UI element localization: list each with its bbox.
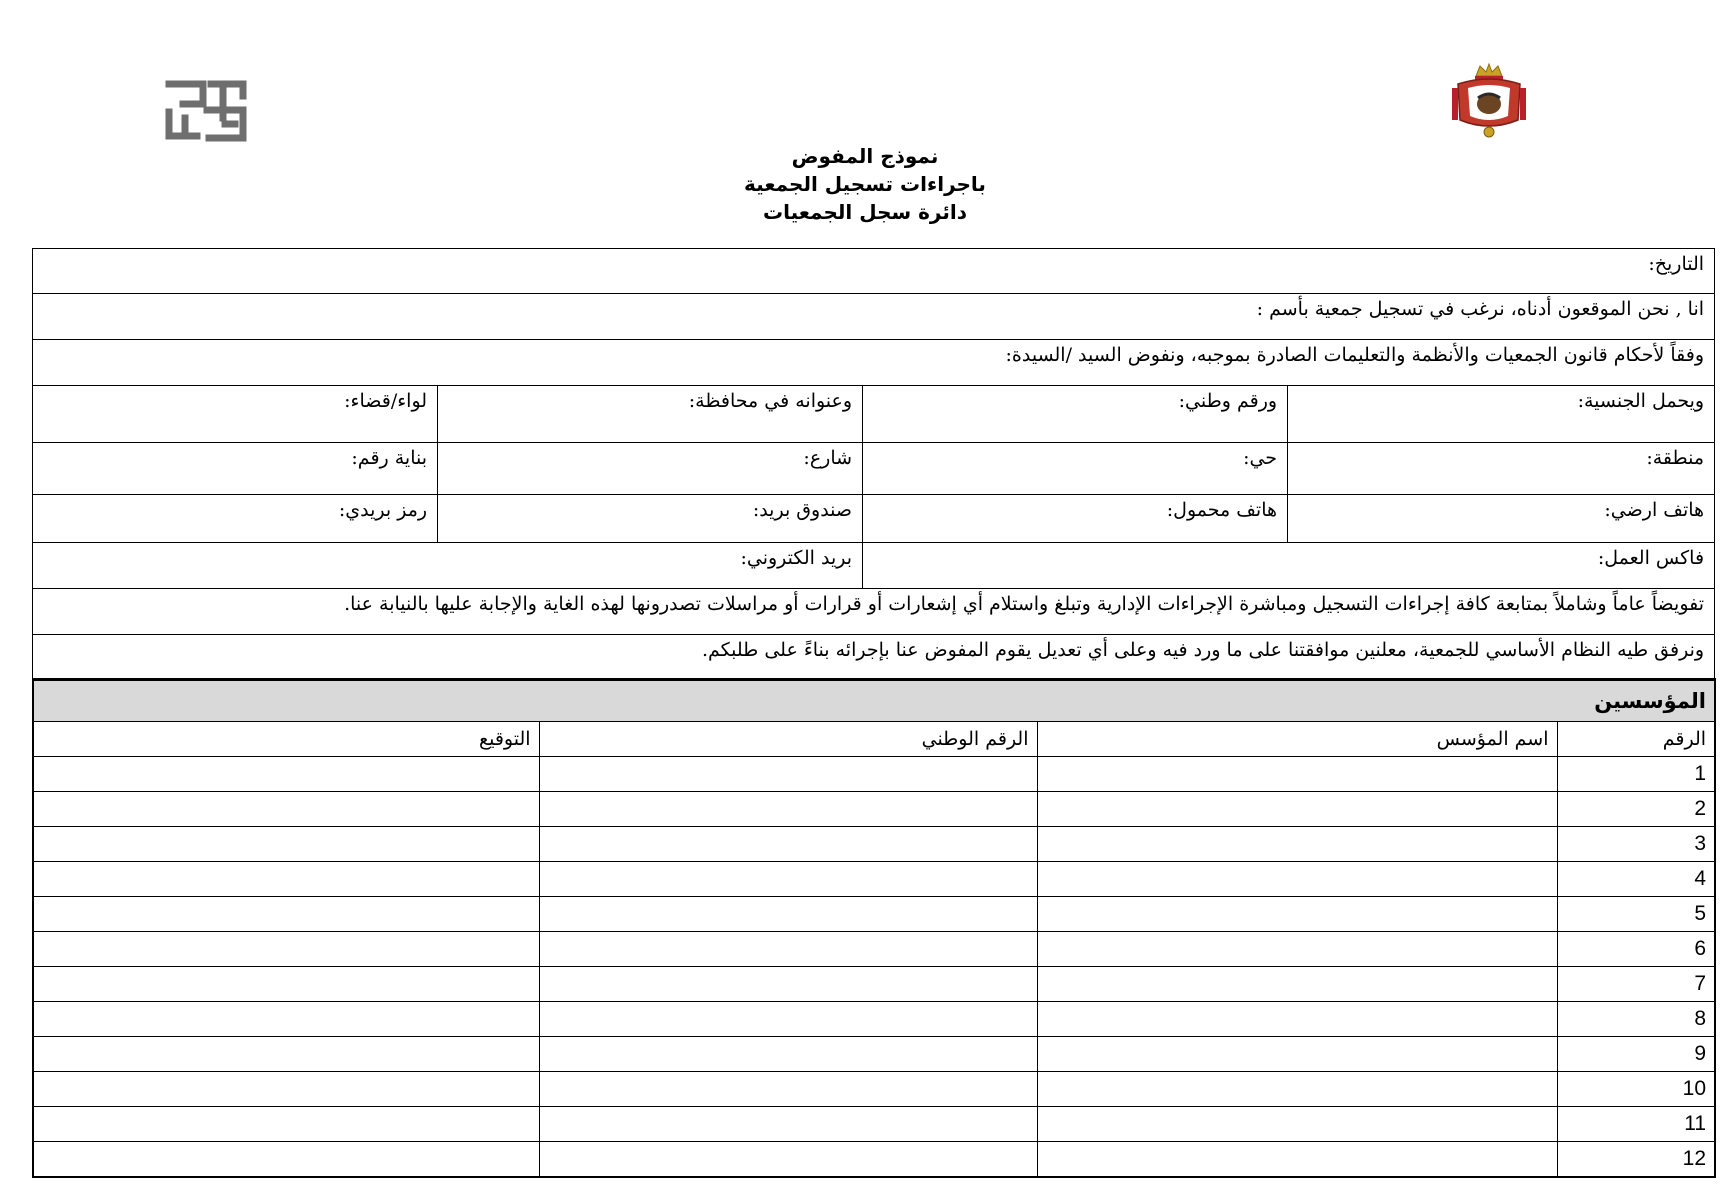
coat-of-arms-icon — [1448, 62, 1530, 142]
table-row — [33, 1037, 1715, 1072]
national-id-cell[interactable] — [539, 1107, 1037, 1142]
table-row — [33, 932, 1715, 967]
founder-name-cell[interactable] — [1037, 1037, 1557, 1072]
signature-cell[interactable] — [33, 862, 539, 897]
signature-cell[interactable] — [33, 897, 539, 932]
national-id-cell[interactable] — [539, 1002, 1037, 1037]
delegate-name-field[interactable]: وفقاً لأحكام قانون الجمعيات والأنظمة والتعليمات الصادرة بموجبه، ونفوض السيد /السيدة: — [33, 340, 1715, 386]
founder-name-cell[interactable] — [1037, 1142, 1557, 1178]
table-row — [33, 862, 1715, 897]
founder-name-cell[interactable] — [1037, 792, 1557, 827]
row-number: 1 — [1557, 757, 1715, 792]
delegate-info-table — [32, 248, 1715, 681]
table-row — [33, 1107, 1715, 1142]
department-name: دائرة سجل الجمعيات — [763, 200, 967, 224]
street-field[interactable]: شارع: — [438, 443, 863, 495]
national-id-cell[interactable] — [539, 1037, 1037, 1072]
table-row — [33, 792, 1715, 827]
row-number: 8 — [1557, 1002, 1715, 1037]
national-id-cell[interactable] — [539, 757, 1037, 792]
signature-cell[interactable] — [33, 932, 539, 967]
row-number: 7 — [1557, 967, 1715, 1002]
column-header-number: الرقم — [1557, 722, 1715, 757]
table-row — [33, 757, 1715, 792]
table-row — [33, 1002, 1715, 1037]
landline-field[interactable]: هاتف ارضي: — [1288, 495, 1715, 543]
nationality-field[interactable]: ويحمل الجنسية: — [1288, 386, 1715, 443]
founder-name-cell[interactable] — [1037, 1107, 1557, 1142]
signature-cell[interactable] — [33, 757, 539, 792]
form-title-block — [565, 142, 1165, 226]
form-subtitle: باجراءات تسجيل الجمعية — [744, 172, 986, 196]
association-name-field[interactable]: انا , نحن الموقعون أدناه، نرغب في تسجيل جمعية بأسم : — [33, 294, 1715, 340]
national-id-cell[interactable] — [539, 932, 1037, 967]
fax-field[interactable]: فاكس العمل: — [863, 543, 1715, 589]
neighborhood-field[interactable]: حي: — [863, 443, 1288, 495]
building-number-field[interactable]: بناية رقم: — [33, 443, 438, 495]
signature-cell[interactable] — [33, 1072, 539, 1107]
row-number: 3 — [1557, 827, 1715, 862]
table-row — [33, 897, 1715, 932]
table-row — [33, 827, 1715, 862]
signature-cell[interactable] — [33, 827, 539, 862]
email-field[interactable]: بريد الكتروني: — [33, 543, 863, 589]
column-header-national-id: الرقم الوطني — [539, 722, 1037, 757]
row-number: 12 — [1557, 1142, 1715, 1178]
column-header-founder-name: اسم المؤسس — [1037, 722, 1557, 757]
row-number: 9 — [1557, 1037, 1715, 1072]
national-id-field[interactable]: ورقم وطني: — [863, 386, 1288, 443]
founder-name-cell[interactable] — [1037, 932, 1557, 967]
postal-code-field[interactable]: رمز بريدي: — [33, 495, 438, 543]
founder-name-cell[interactable] — [1037, 757, 1557, 792]
table-row — [33, 1142, 1715, 1178]
row-number: 4 — [1557, 862, 1715, 897]
mobile-field[interactable]: هاتف محمول: — [863, 495, 1288, 543]
table-row — [33, 1072, 1715, 1107]
column-header-signature: التوقيع — [33, 722, 539, 757]
form-title: نموذج المفوض — [791, 144, 939, 168]
national-id-cell[interactable] — [539, 967, 1037, 1002]
national-id-cell[interactable] — [539, 1072, 1037, 1107]
governorate-field[interactable]: وعنوانه في محافظة: — [438, 386, 863, 443]
row-number: 2 — [1557, 792, 1715, 827]
date-field[interactable]: التاريخ: — [33, 249, 1715, 294]
founder-name-cell[interactable] — [1037, 827, 1557, 862]
attachment-text: ونرفق طيه النظام الأساسي للجمعية، معلنين موافقتنا على ما ورد فيه وعلى أي تعديل يقوم المفوض عنا بإجرائه بناءً على طلبكم. — [33, 635, 1715, 681]
district-field[interactable]: لواء/قضاء: — [33, 386, 438, 443]
national-id-cell[interactable] — [539, 827, 1037, 862]
national-id-cell[interactable] — [539, 897, 1037, 932]
signature-cell[interactable] — [33, 792, 539, 827]
founders-section-title: المؤسسين — [33, 680, 1715, 722]
national-id-cell[interactable] — [539, 862, 1037, 897]
founder-name-cell[interactable] — [1037, 967, 1557, 1002]
national-id-cell[interactable] — [539, 1142, 1037, 1178]
signature-cell[interactable] — [33, 1002, 539, 1037]
row-number: 5 — [1557, 897, 1715, 932]
founder-name-cell[interactable] — [1037, 862, 1557, 897]
national-id-cell[interactable] — [539, 792, 1037, 827]
area-field[interactable]: منطقة: — [1288, 443, 1715, 495]
founders-table — [32, 678, 1716, 1178]
ministry-logo-icon — [163, 78, 249, 144]
signature-cell[interactable] — [33, 1142, 539, 1178]
signature-cell[interactable] — [33, 1037, 539, 1072]
signature-cell[interactable] — [33, 967, 539, 1002]
signature-cell[interactable] — [33, 1107, 539, 1142]
founder-name-cell[interactable] — [1037, 897, 1557, 932]
founder-name-cell[interactable] — [1037, 1002, 1557, 1037]
po-box-field[interactable]: صندوق بريد: — [438, 495, 863, 543]
row-number: 10 — [1557, 1072, 1715, 1107]
table-row — [33, 967, 1715, 1002]
row-number: 11 — [1557, 1107, 1715, 1142]
founders-header-row — [33, 722, 1715, 757]
authorization-text: تفويضاً عاماً وشاملاً بمتابعة كافة إجراءات التسجيل ومباشرة الإجراءات الإدارية وتبلغ واستلام أي إشعارات أو قرارات أو مراسلات تصدرونها لهذه الغاية والإجابة عليها بالنيابة عنا. — [33, 589, 1715, 635]
founder-name-cell[interactable] — [1037, 1072, 1557, 1107]
row-number: 6 — [1557, 932, 1715, 967]
